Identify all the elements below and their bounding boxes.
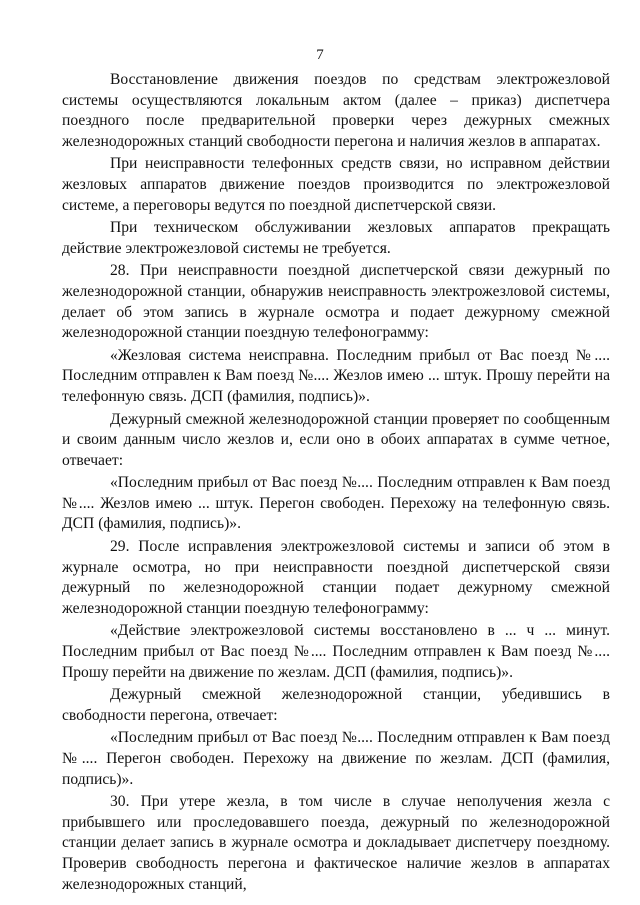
paragraph: Дежурный смежной железнодорожной станции, убедившись в свободности перегона, отвечает: [62,686,610,724]
telephonogram-quote: «Действие электрожезловой системы восстановлено в ... ч ... минут. Последним прибыл от Вас поезд №.... Последним отправлен к Вам поезд №.... Прошу перейти на движение по жезлам. ДСП (фамилия, подпись)». [62,622,610,681]
telephonogram-quote: «Последним прибыл от Вас поезд №.... Последним отправлен к Вам поезд №.... Жезлов имею ... штук. Перегон свободен. Перехожу на телефонную связь. ДСП (фамилия, подпись)». [62,474,610,533]
telephonogram-quote: «Жезловая система неисправна. Последним прибыл от Вас поезд №.... Последним отправлен к Вам поезд №.... Жезлов имею ... штук. Прошу перейти на телефонную связь. ДСП (фамилия, подпись)». [62,346,610,405]
paragraph-29: 29. После исправления электрожезловой системы и записи об этом в журнале осмотра, но при неисправности поездной диспетчерской связи дежурный по железнодорожной станции подает дежурному смежной железнодорожной станции поездную телефонограмму: [62,538,610,617]
telephonogram-quote: «Последним прибыл от Вас поезд №.... Последним отправлен к Вам поезд №.... Перегон свободен. Перехожу на движение по жезлам. ДСП (фамилия, подпись)». [62,729,610,788]
paragraph-30: 30. При утере жезла, в том числе в случае неполучения жезла с прибывшего или проследовавшего поезда, дежурный по железнодорожной станции делает запись в журнале осмотра и докладывает диспетчеру поездному. Проверив свободность перегона и фактическое наличие жезлов в аппаратах железнодорожных станций, [62,793,610,893]
paragraph: При техническом обслуживании жезловых аппаратов прекращать действие электрожезловой системы не требуется. [62,219,610,257]
paragraph: При неисправности телефонных средств связи, но исправном действии жезловых аппаратов движение поездов производится по электрожезловой системе, а переговоры ведутся по поездной диспетчерской связи. [62,155,610,214]
document-body [62,70,610,897]
paragraph: Дежурный смежной железнодорожной станции проверяет по сообщенным и своим данным число жезлов и, если оно в обоих аппаратах в сумме четное, отвечает: [62,410,610,469]
paragraph-28: 28. При неисправности поездной диспетчерской связи дежурный по железнодорожной станции, обнаружив неисправность электрожезловой системы, делает об этом запись в журнале осмотра и подает дежурному смежной железнодорожной станции поездную телефонограмму: [62,262,610,342]
page-number: 7 [316,47,324,63]
paragraph: Восстановление движения поездов по средствам электрожезловой системы осуществляются локальным актом (далее – приказ) диспетчера поездного после предварительной проверки через дежурных смежных железнодорожных станций свободности перегона и наличия жезлов в аппаратах. [62,71,610,150]
